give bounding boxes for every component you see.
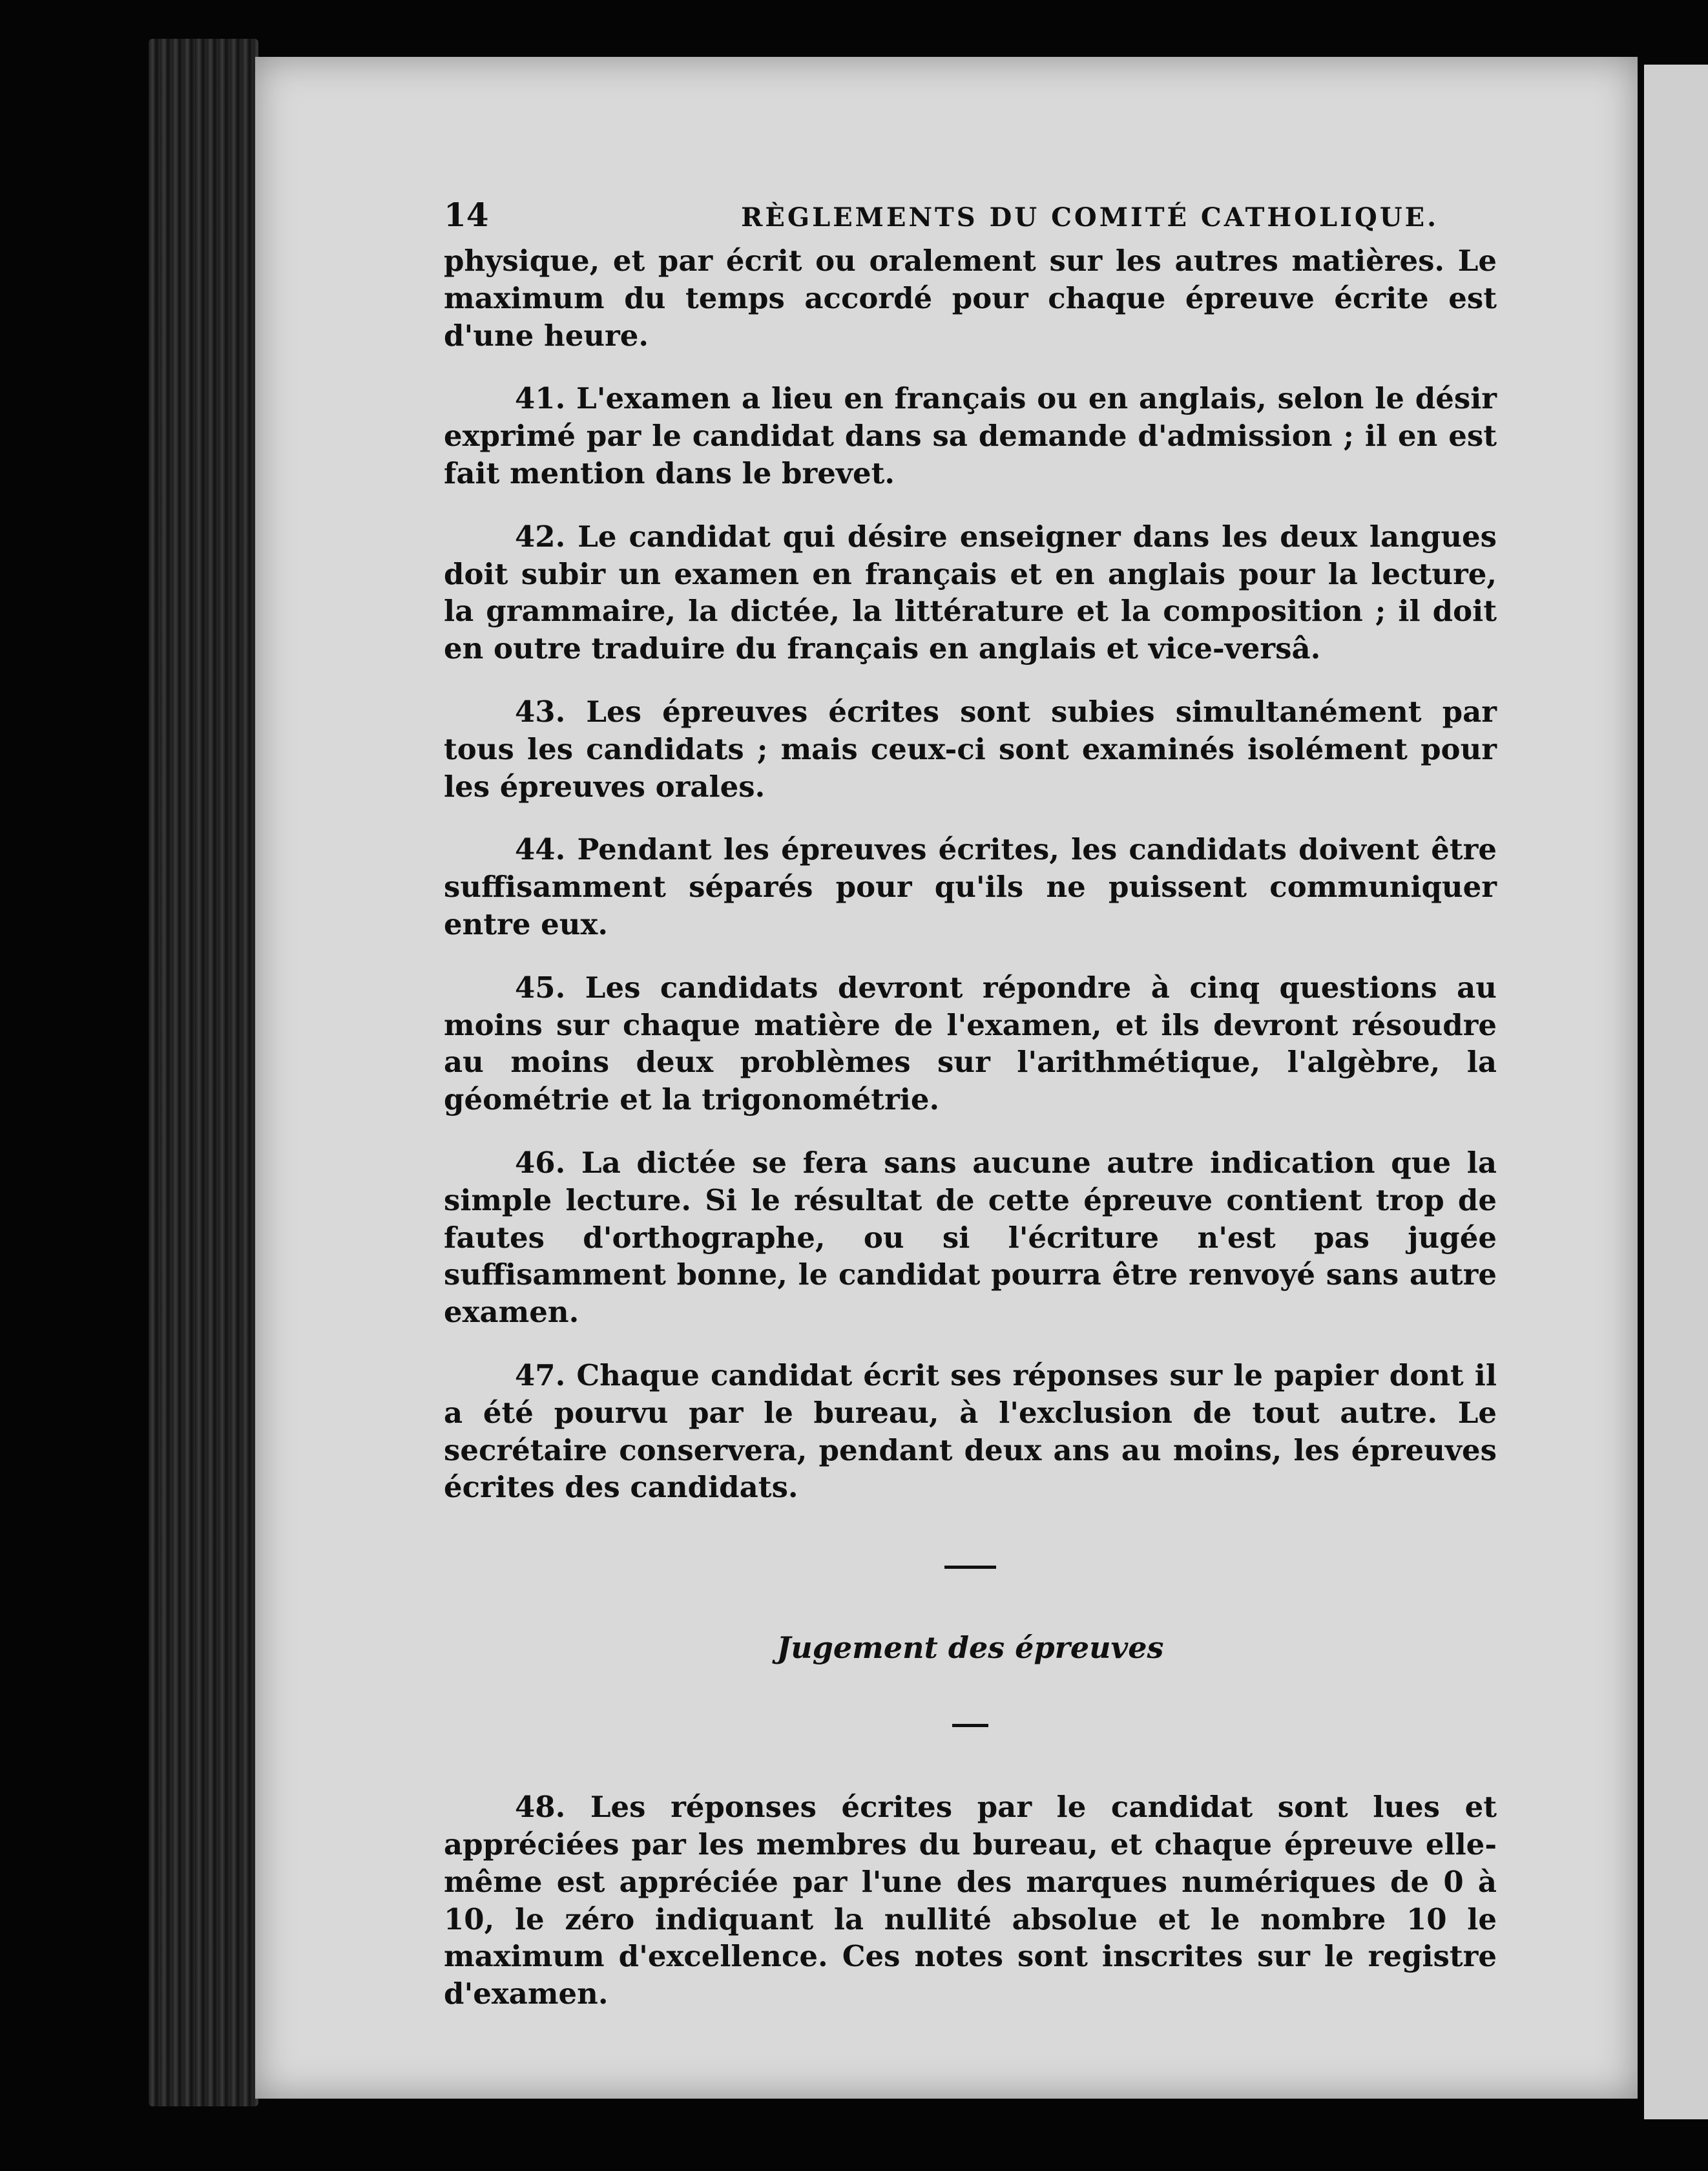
- book-edge: [149, 39, 258, 2106]
- section-divider-bottom: [952, 1724, 988, 1727]
- article-text: L'examen a lieu en français ou en anglais, selon le désir exprimé par le candidat dans sa demande d'admission ; il en est fait mention dans le brevet.: [444, 381, 1497, 490]
- intro-paragraph: physique, et par écrit ou oralement sur les autres matières. Le maximum du temps accordé pour chaque épreuve écrite est d'une heure.: [444, 244, 1497, 353]
- article-number: 47.: [515, 1358, 566, 1392]
- article-text: Le candidat qui désire enseigner dans les deux langues doit subir un examen en français et en anglais pour la lecture, la grammaire, la dictée, la littérature et la composition ; il doit en outre traduire du français en anglais et vice-versâ.: [444, 519, 1497, 666]
- running-title: RÈGLEMENTS DU COMITÉ CATHOLIQUE.: [741, 202, 1439, 233]
- article-text: Pendant les épreuves écrites, les candidats doivent être suffisamment séparés pour qu'ils ne puissent communiquer entre eux.: [444, 832, 1497, 941]
- page: [255, 57, 1638, 2099]
- facing-page-edge: [1644, 65, 1708, 2119]
- article-text: Chaque candidat écrit ses réponses sur le papier dont il a été pourvu par le bureau, à l'exclusion de tout autre. Le secrétaire conservera, pendant deux ans au moins, les épreuves écrites des candidats.: [444, 1358, 1497, 1505]
- article-number: 41.: [515, 381, 566, 416]
- article-43: [444, 693, 1497, 805]
- page-number: 14: [444, 196, 489, 234]
- article-number: 48.: [515, 1790, 566, 1825]
- article-text: Les épreuves écrites sont subies simultanément par tous les candidats ; mais ceux-ci sont examinés isolément pour les épreuves orales.: [444, 694, 1497, 804]
- article-text: Les candidats devront répondre à cinq questions au moins sur chaque matière de l'examen, et ils devront résoudre au moins deux problèmes sur l'arithmétique, l'algèbre, la géométrie et la trigonométrie.: [444, 970, 1497, 1117]
- article-42: [444, 518, 1497, 667]
- article-number: 42.: [515, 519, 566, 554]
- article-number: 46.: [515, 1145, 566, 1180]
- article-text: Les réponses écrites par le candidat sont lues et appréciées par les membres du bureau, et chaque épreuve elle-même est appréciée par l'une des marques numériques de 0 à 10, le zéro indiquant la nullité absolue et le nombre 10 le maximum d'excellence. Ces notes sont inscrites sur le registre d'examen.: [444, 1790, 1497, 2011]
- article-41: [444, 380, 1497, 492]
- section-title: Jugement des épreuves: [776, 1630, 1164, 1666]
- article-text: La dictée se fera sans aucune autre indication que la simple lecture. Si le résultat de cette épreuve contient trop de fautes d'orthographe, ou si l'écriture n'est pas jugée suffisamment bonne, le candidat pourra être renvoyé sans autre examen.: [444, 1145, 1497, 1330]
- article-47: [444, 1357, 1497, 1506]
- text-column: [444, 196, 1497, 2013]
- article-number: 45.: [515, 970, 566, 1005]
- article-number: 44.: [515, 832, 566, 867]
- article-45: [444, 969, 1497, 1118]
- article-48: [444, 1788, 1497, 2013]
- section-divider-top: [944, 1566, 996, 1569]
- article-number: 43.: [515, 694, 566, 729]
- article-46: [444, 1144, 1497, 1331]
- article-44: [444, 831, 1497, 943]
- running-header: [444, 196, 1497, 237]
